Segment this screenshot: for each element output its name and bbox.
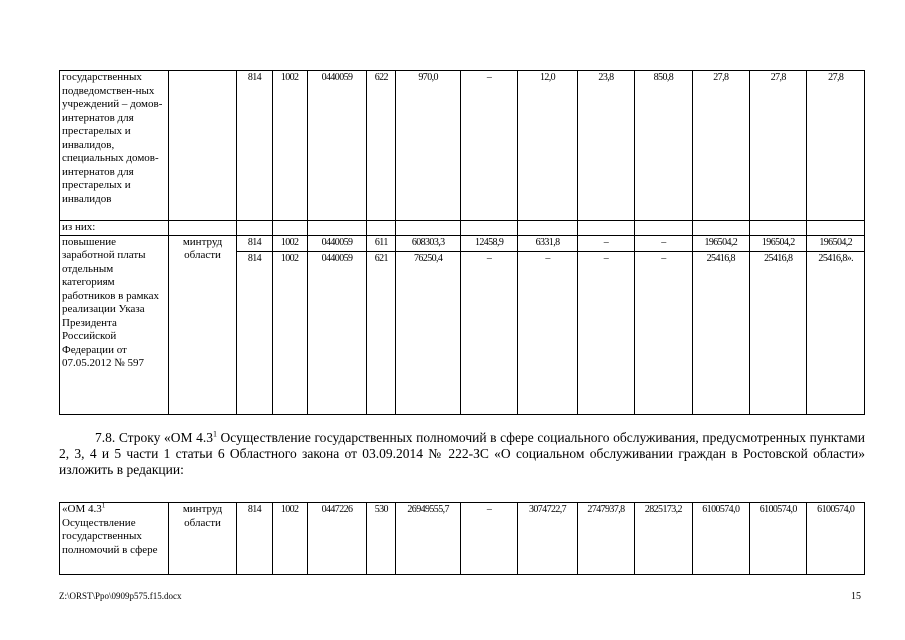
responsible-cell [168, 71, 237, 221]
table-cell: – [635, 235, 692, 251]
table-cell: 611 [367, 235, 396, 251]
table-cell: 25416,8 [750, 251, 807, 414]
table-cell: 25416,8». [807, 251, 865, 414]
table-cell: 196504,2 [750, 235, 807, 251]
table-cell: 6100574,0 [692, 503, 749, 575]
table-cell: 814 [237, 503, 272, 575]
table-cell: 27,8 [807, 71, 865, 221]
table-cell: – [577, 235, 634, 251]
table-cell: 6331,8 [518, 235, 577, 251]
table-cell: – [460, 503, 517, 575]
table-cell: – [460, 71, 517, 221]
table-row [60, 503, 865, 575]
budget-table-top [59, 70, 865, 415]
paragraph-text-end: Осуществление государственных полномочий в сфере социального обслуживания, предусмотренных пунктами 2, 3, 4 и 5 части 1 статьи 6 Областного закона от 03.09.2014 № 222-ЗС «О социальном обслуживании граждан в Ростовской области» изложить в редакции: [59, 430, 865, 477]
footer-file-path: Z:\ORST\Ppo\0909p575.f15.docx [59, 591, 182, 601]
table-cell: 608303,3 [396, 235, 460, 251]
table-row [60, 235, 865, 251]
responsible-cell: минтруд области [168, 503, 237, 575]
table-cell: 814 [237, 235, 272, 251]
table-cell: 26949555,7 [396, 503, 460, 575]
paragraph-text-start: 7.8. Строку «ОМ 4.3 [95, 430, 213, 445]
table-cell: 27,8 [692, 71, 749, 221]
table-row [60, 71, 865, 221]
responsible-cell: минтруд области [168, 235, 237, 414]
table-cell: 27,8 [750, 71, 807, 221]
table-cell: 6100574,0 [807, 503, 865, 575]
table-cell: 530 [367, 503, 396, 575]
table-cell: 23,8 [577, 71, 634, 221]
table-cell: 6100574,0 [750, 503, 807, 575]
table-cell: 12,0 [518, 71, 577, 221]
amendment-paragraph [59, 430, 865, 478]
row-name-cell: «ОМ $4.3^1$ Осуществление государственных полномочий в сфере [60, 503, 169, 575]
table-cell: – [635, 251, 692, 414]
table-cell: 1002 [272, 251, 307, 414]
table-cell: – [577, 251, 634, 414]
table-cell: 25416,8 [692, 251, 749, 414]
table-cell: 622 [367, 71, 396, 221]
row-name-cell: из них: [60, 221, 169, 236]
table-cell: 196504,2 [692, 235, 749, 251]
table-cell: – [460, 251, 517, 414]
table-cell: 621 [367, 251, 396, 414]
table-cell: 814 [237, 251, 272, 414]
table-cell: 0440059 [307, 235, 366, 251]
table-cell: 2747937,8 [577, 503, 634, 575]
table-cell: 0440059 [307, 71, 366, 221]
table-cell: 0447226 [307, 503, 366, 575]
table-cell: 3074722,7 [518, 503, 577, 575]
table-cell: 850,8 [635, 71, 692, 221]
table-cell: 1002 [272, 235, 307, 251]
row-name-cell: государственных подведомствен-ных учреждений – домов-интернатов для престарелых и инвалидов, специальных домов-интернатов для престарелых и инвалидов [60, 71, 169, 221]
table-cell: 12458,9 [460, 235, 517, 251]
table-cell: 970,0 [396, 71, 460, 221]
table-cell: 1002 [272, 71, 307, 221]
page-number: 15 [851, 591, 861, 602]
table-cell: 2825173,2 [635, 503, 692, 575]
table-cell: 814 [237, 71, 272, 221]
table-cell: – [518, 251, 577, 414]
table-cell: 0440059 [307, 251, 366, 414]
table-row [60, 221, 865, 236]
table-cell: 1002 [272, 503, 307, 575]
row-name-cell: повышение заработной платы отдельным категориям работников в рамках реализации Указа Президента Российской Федерации от 07.05.2012 № 597 [60, 235, 169, 414]
table-cell: 196504,2 [807, 235, 865, 251]
budget-table-bottom [59, 502, 865, 575]
superscript: 1 [212, 429, 217, 439]
table-cell: 76250,4 [396, 251, 460, 414]
